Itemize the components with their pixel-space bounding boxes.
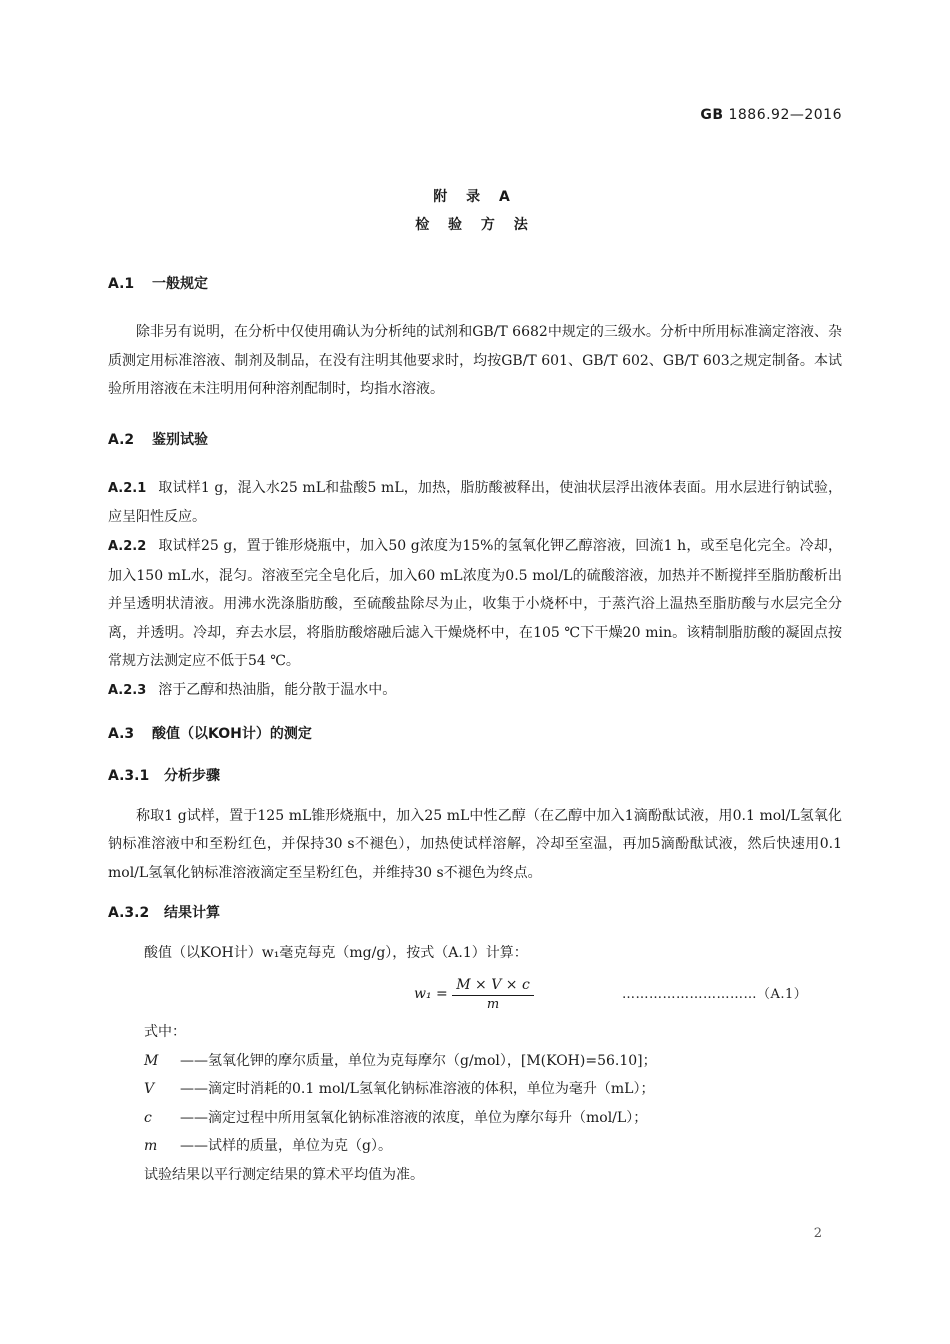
section-title: 鉴别试验 xyxy=(152,431,208,448)
clause-number: A.2.2 xyxy=(108,538,147,554)
formula-numerator: M × V × c xyxy=(452,976,534,996)
clause-a21 xyxy=(108,474,842,532)
section-number: A.1 xyxy=(108,276,135,292)
page-number: 2 xyxy=(813,1226,822,1241)
section-a3-heading xyxy=(108,720,842,748)
variable-definitions xyxy=(108,1047,842,1161)
section-a1-heading xyxy=(108,270,842,298)
clause-number: A.2.1 xyxy=(108,480,147,496)
variable-symbol: M xyxy=(144,1052,159,1069)
variable-definition xyxy=(144,1047,842,1076)
variable-definition xyxy=(144,1104,842,1133)
clause-number: A.2.3 xyxy=(108,682,147,698)
standard-prefix: GB xyxy=(700,107,724,123)
where-label: 式中： xyxy=(144,1023,186,1040)
variable-definition xyxy=(144,1132,842,1161)
subsection-title: 分析步骤 xyxy=(164,767,220,784)
variable-symbol: m xyxy=(144,1138,158,1155)
clause-text: 溶于乙醇和热油脂，能分散于温水中。 xyxy=(158,681,397,698)
standard-number-header xyxy=(700,107,842,123)
formula-expression xyxy=(414,976,534,1013)
variable-definition xyxy=(144,1075,842,1104)
variable-description: ——试样的质量，单位为克（g）。 xyxy=(180,1138,392,1155)
document-body xyxy=(108,270,842,1189)
variable-symbol: V xyxy=(144,1081,155,1098)
subsection-a32-heading xyxy=(108,899,842,927)
section-a1-body: 除非另有说明，在分析中仅使用确认为分析纯的试剂和GB/T 6682中规定的三级水。分析中所用标准滴定溶液、杂质测定用标准溶液、制剂及制品，在没有注明其他要求时，均按GB/T 601、GB/T 602、GB/T 603之规定制备。本试验所用溶液在未注明用何种溶剂配制时，均指水溶液。 xyxy=(108,324,842,398)
formula-intro: 酸值（以KOH计）w₁毫克每克（mg/g），按式（A.1）计算： xyxy=(144,945,528,962)
section-a2-heading xyxy=(108,426,842,454)
subsection-a31-heading xyxy=(108,762,842,790)
variable-description: ——氢氧化钾的摩尔质量，单位为克每摩尔（g/mol），[M(KOH)=56.10]； xyxy=(180,1052,657,1069)
section-title: 一般规定 xyxy=(152,276,208,292)
clause-a22 xyxy=(108,532,842,676)
clause-text: 取试样1 g，混入水25 mL和盐酸5 mL，加热，脂肪酸被释出，使油状层浮出液体表面。用水层进行钠试验，应呈阳性反应。 xyxy=(108,479,842,526)
formula-lhs: w₁ = xyxy=(414,986,448,1003)
clause-text: 取试样25 g，置于锥形烧瓶中，加入50 g浓度为15%的氢氧化钾乙醇溶液，回流1 h，或至皂化完全。冷却，加入150 mL水，混匀。溶液至完全皂化后，加入60 mL浓度为0.5 mol/L的硫酸溶液，加热并不断搅拌至脂肪酸析出并呈透明状清液。用沸水洗涤脂肪酸，至硫酸盐除尽为止，收集于小烧杯中，于蒸汽浴上温热至脂肪酸与水层完全分离，并透明。冷却，弃去水层，将脂肪酸熔融后滤入干燥烧杯中，在105 ℃下干燥20 min。该精制脂肪酸的凝固点按常规方法测定应不低于54 ℃。 xyxy=(108,537,842,670)
subsection-title: 结果计算 xyxy=(164,905,220,922)
appendix-label: 附 录 A xyxy=(433,189,517,205)
section-number: A.2 xyxy=(108,431,135,448)
conclusion-text: 试验结果以平行测定结果的算术平均值为准。 xyxy=(144,1166,424,1183)
formula-denominator: m xyxy=(486,996,500,1012)
subsection-number: A.3.1 xyxy=(108,767,150,784)
standard-code: 1886.92—2016 xyxy=(728,107,842,123)
variable-description: ——滴定时消耗的0.1 mol/L氢氧化钠标准溶液的体积，单位为毫升（mL）； xyxy=(180,1081,655,1098)
variable-symbol: c xyxy=(144,1109,152,1126)
formula-a1 xyxy=(108,970,842,1016)
variable-description: ——滴定过程中所用氢氧化钠标准溶液的浓度，单位为摩尔每升（mol/L）； xyxy=(180,1109,648,1126)
formula-number: …………………………（A.1） xyxy=(622,986,808,1002)
section-number: A.3 xyxy=(108,725,135,742)
appendix-name: 检 验 方 法 xyxy=(415,217,535,233)
appendix-title-block xyxy=(0,183,950,239)
formula-fraction xyxy=(452,976,534,1013)
subsection-a31-body: 称取1 g试样，置于125 mL锥形烧瓶中，加入25 mL中性乙醇（在乙醇中加入1滴酚酞试液，用0.1 mol/L氢氧化钠标准溶液中和至粉红色，并保持30 s不褪色），加热使试样溶解，冷却至室温，再加5滴酚酞试液，然后快速用0.1 mol/L氢氧化钠标准溶液滴定至呈粉红色，并维持30 s不褪色为终点。 xyxy=(108,807,842,881)
clause-a23 xyxy=(108,676,842,706)
section-title: 酸值（以KOH计）的测定 xyxy=(152,725,312,742)
subsection-number: A.3.2 xyxy=(108,905,150,922)
